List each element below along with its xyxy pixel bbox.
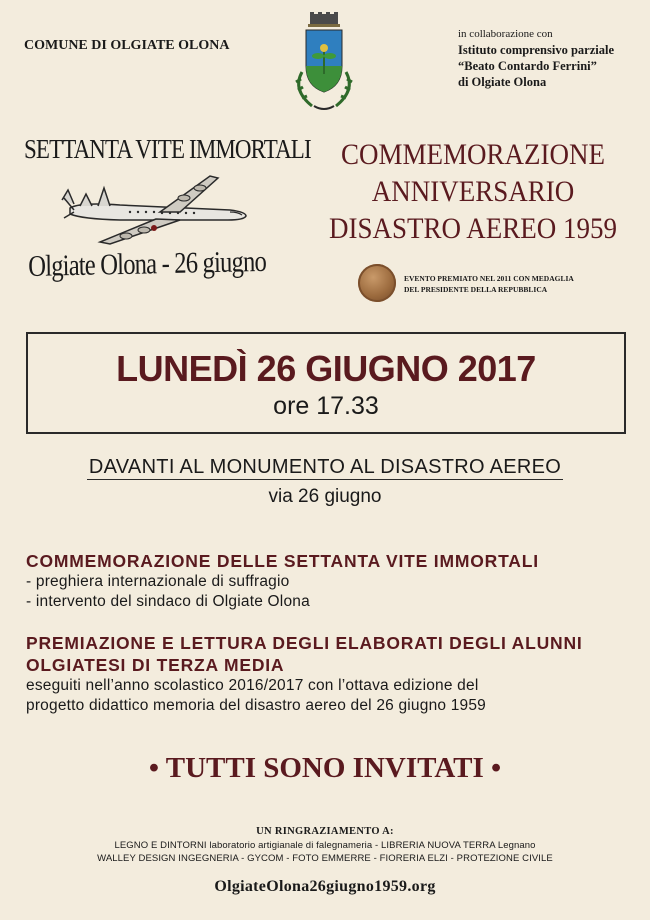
invitation-banner: • TUTTI SONO INVITATI • bbox=[148, 752, 502, 784]
thanks-title: UN RINGRAZIAMENTO A: bbox=[256, 826, 394, 837]
event-date-box bbox=[26, 332, 626, 434]
collab-school-name: “Beato Contardo Ferrini” bbox=[458, 59, 597, 73]
event-date: LUNEDÌ 26 GIUGNO 2017 bbox=[116, 348, 536, 389]
thanks-line-1: LEGNO E DINTORNI laboratorio artigianale di falegnameria - LIBRERIA NUOVA TERRA Legnano bbox=[114, 840, 536, 851]
list-item: - preghiera internazionale di suffragio bbox=[26, 573, 290, 590]
thanks-line-2: WALLEY DESIGN INGEGNERIA - GYCOM - FOTO EMMERRE - FIORERIA ELZI - PROTEZIONE CIVILE bbox=[97, 853, 553, 864]
prize-note bbox=[404, 273, 574, 295]
collab-town: di Olgiate Olona bbox=[458, 75, 547, 89]
program-section-awards bbox=[26, 632, 636, 716]
section-title-line-2: OLGIATESI DI TERZA MEDIA bbox=[26, 655, 285, 675]
location-street: via 26 giugno bbox=[268, 486, 382, 507]
location-place-row bbox=[0, 456, 650, 479]
collab-intro: in collaborazione con bbox=[458, 28, 553, 40]
list-item: - intervento del sindaco di Olgiate Olona bbox=[26, 593, 310, 610]
commemoration-line-3: DISASTRO AEREO 1959 bbox=[328, 212, 618, 245]
coat-of-arms-icon bbox=[288, 12, 360, 114]
commemoration-line-2: ANNIVERSARIO bbox=[371, 175, 575, 208]
location-place: DAVANTI AL MONUMENTO AL DISASTRO AEREO bbox=[88, 456, 562, 478]
commemoration-heading bbox=[325, 136, 622, 247]
prize-line-2: DEL PRESIDENTE DELLA REPUBBLICA bbox=[404, 285, 548, 294]
section-title-line-1: PREMIAZIONE E LETTURA DEGLI ELABORATI DEGLI ALUNNI bbox=[26, 633, 583, 653]
collaboration-block bbox=[458, 26, 614, 90]
prize-line-1: EVENTO PREMIATO NEL 2011 CON MEDAGLIA bbox=[404, 274, 574, 283]
program-section-commemoration bbox=[26, 550, 636, 612]
website-link[interactable]: OlgiateOlona26giugno1959.org bbox=[214, 878, 436, 895]
section-body-line-1: eseguiti nell’anno scolastico 2016/2017 con l’ottava edizione del bbox=[26, 677, 479, 694]
comune-name: COMUNE DI OLGIATE OLONA bbox=[24, 38, 230, 53]
section-body-line-2: progetto didattico memoria del disastro aereo del 26 giugno 1959 bbox=[26, 697, 487, 714]
section-title: COMMEMORAZIONE DELLE SETTANTA VITE IMMORTALI bbox=[26, 551, 539, 571]
airplane-icon bbox=[60, 172, 250, 246]
event-time: ore 17.33 bbox=[273, 392, 379, 420]
logo-subtitle: Olgiate Olona - 26 giugno bbox=[28, 244, 267, 283]
commemoration-line-1: COMMEMORAZIONE bbox=[340, 138, 606, 171]
medal-icon bbox=[358, 264, 396, 302]
logo-title: SETTANTA VITE IMMORTALI bbox=[24, 134, 311, 164]
collab-institute: Istituto comprensivo parziale bbox=[458, 43, 615, 57]
